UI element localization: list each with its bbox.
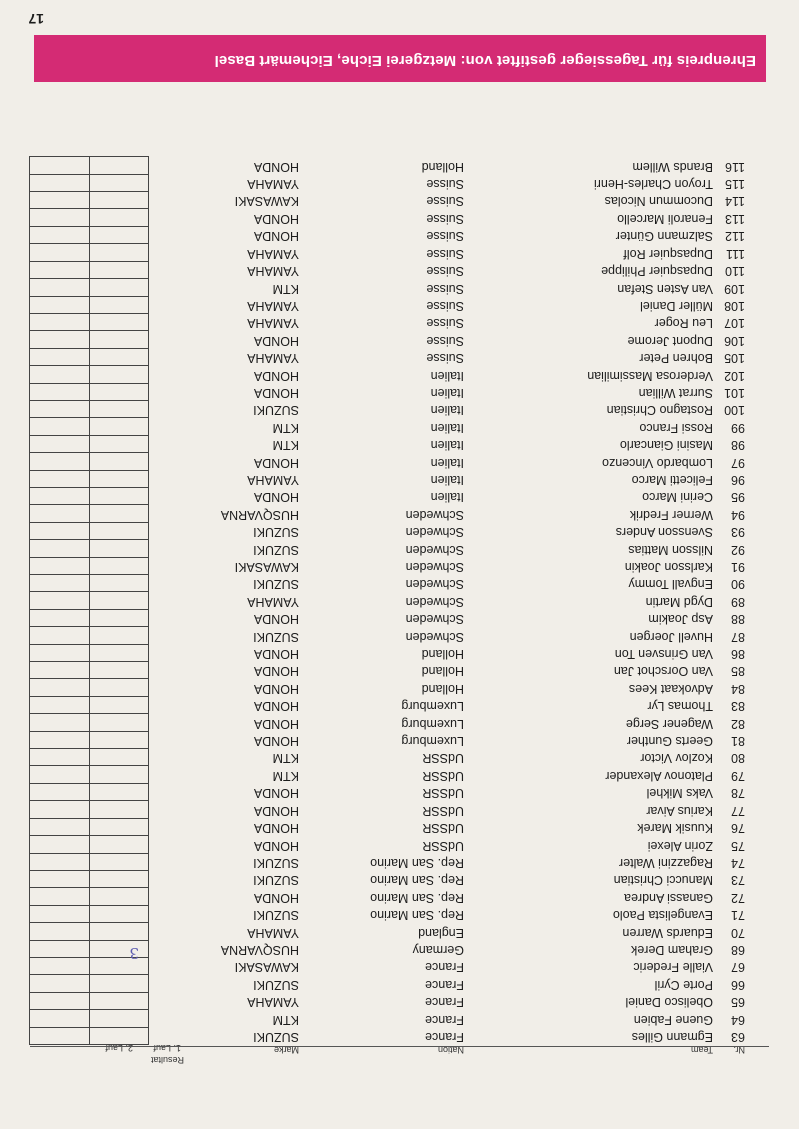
entry-team: Van Oorschot Jan (613, 664, 713, 679)
entry-nation: Suisse (426, 281, 464, 296)
entry-team: Graham Derek (631, 942, 713, 957)
header-resultat: Resultat (150, 1055, 184, 1065)
entry-nation: Italien (430, 403, 464, 418)
entry-nr: 82 (731, 716, 745, 731)
entry-nr: 67 (731, 960, 745, 975)
entry-team: Cerini Marco (642, 490, 713, 505)
entry-nation: France (425, 1030, 464, 1044)
result-cell-row (30, 591, 148, 608)
entry-team: Felicetti Marco (631, 473, 713, 487)
entry-nr: 72 (731, 890, 745, 905)
entry-marke: YAMAHA (247, 925, 299, 940)
header-rule (30, 1046, 769, 1047)
entry-nr: 115 (725, 177, 745, 192)
result-cell-row (30, 278, 148, 295)
result-cell-row (30, 226, 148, 243)
entry-marke: KTM (272, 768, 299, 783)
entry-marke: SUZUKI (253, 873, 299, 888)
entry-nr: 66 (731, 977, 745, 992)
entry-team: Platonov Alexander (605, 768, 713, 783)
entry-marke: HONDA (253, 803, 299, 818)
entry-marke: KTM (272, 281, 299, 296)
entry-nation: Italien (430, 368, 464, 383)
entry-marke: YAMAHA (247, 594, 299, 609)
entry-marke: SUZUKI (253, 629, 299, 644)
entry-nr: 99 (731, 420, 745, 435)
entry-nr: 94 (731, 507, 745, 522)
entry-team: Kozlov Victor (640, 751, 713, 766)
entry-marke: YAMAHA (247, 473, 299, 487)
result-cell-row (30, 818, 148, 835)
entry-nr: 112 (725, 229, 745, 244)
entry-nation: Suisse (426, 246, 464, 261)
result-cell-row (30, 922, 148, 939)
entry-marke: HONDA (253, 734, 299, 749)
result-cell-row (30, 435, 148, 452)
result-cell-row (30, 644, 148, 661)
result-cell-row (30, 156, 148, 173)
entry-marke: SUZUKI (253, 525, 299, 540)
entry-team: Thomas Lyr (647, 699, 713, 714)
entry-team: Brands Willem (632, 159, 713, 174)
entry-nr: 87 (731, 629, 745, 644)
entry-team: Fenaroli Marcello (617, 211, 713, 226)
entry-nation: UdSSR (422, 768, 464, 783)
entry-nr: 85 (731, 664, 745, 679)
result-cell-row (30, 504, 148, 521)
entry-marke: HONDA (253, 490, 299, 505)
entry-team: Guene Fabien (633, 1012, 713, 1027)
entry-nr: 91 (731, 560, 745, 575)
entry-nation: Suisse (426, 333, 464, 348)
entry-nr: 116 (725, 159, 745, 174)
entry-nation: UdSSR (422, 838, 464, 853)
entry-nr: 114 (725, 194, 745, 209)
entry-marke: HONDA (253, 612, 299, 627)
entry-nation: Suisse (426, 316, 464, 331)
sponsor-banner (34, 35, 766, 82)
entry-marke: SUZUKI (253, 542, 299, 557)
entry-nr: 80 (731, 751, 745, 766)
result-cell-row (30, 365, 148, 382)
result-cell-row (30, 835, 148, 852)
entry-nation: Schweden (405, 577, 464, 592)
entry-nation: Schweden (405, 542, 464, 557)
entry-marke: KAWASAKI (234, 194, 299, 209)
entry-nation: Rep. San Marino (370, 873, 464, 888)
entry-marke: HONDA (253, 333, 299, 348)
entry-marke: KTM (272, 420, 299, 435)
result-cell-row (30, 626, 148, 643)
entry-nr: 95 (731, 490, 745, 505)
entry-nr: 101 (724, 385, 745, 400)
result-cell-row (30, 191, 148, 208)
entry-nation: UdSSR (422, 751, 464, 766)
entry-marke: YAMAHA (247, 351, 299, 366)
entry-nr: 92 (731, 542, 745, 557)
entry-nr: 108 (724, 298, 745, 313)
entry-marke: YAMAHA (247, 298, 299, 313)
entry-nation: Holland (421, 647, 464, 662)
entry-marke: SUZUKI (253, 908, 299, 923)
entry-team: Manucci Christian (613, 873, 713, 888)
entry-nr: 88 (731, 612, 745, 627)
result-cell-row (30, 557, 148, 574)
entry-nation: Schweden (405, 594, 464, 609)
entry-marke: SUZUKI (253, 855, 299, 870)
result-cell-row (30, 209, 148, 226)
entry-team: Rostagno Christian (606, 403, 713, 418)
entry-marke: SUZUKI (253, 403, 299, 418)
entry-marke: HONDA (253, 821, 299, 836)
entry-nr: 65 (731, 995, 745, 1010)
entry-team: Vialle Frederic (633, 960, 713, 975)
entry-nation: Italien (430, 490, 464, 505)
entry-nr: 110 (725, 264, 745, 279)
result-cell-row (30, 661, 148, 678)
entry-marke: HONDA (253, 211, 299, 226)
entry-team: Lombardo Vincenzo (602, 455, 713, 470)
entry-team: Surrat Willian (638, 385, 713, 400)
entry-nation: Holland (421, 664, 464, 679)
entry-team: Eduards Warren (622, 925, 713, 940)
entry-nation: Suisse (426, 211, 464, 226)
result-cell-row (30, 261, 148, 278)
entry-marke: HUSQVARNA (220, 942, 299, 957)
result-cell-row (30, 1009, 148, 1026)
entry-team: Masini Giancarlo (619, 438, 713, 453)
result-cell-row (30, 452, 148, 469)
entry-marke: HUSQVARNA (220, 507, 299, 522)
entry-team: Bohren Peter (639, 351, 713, 366)
header-team: Team (690, 1045, 713, 1055)
header-nation: Nation (437, 1045, 464, 1055)
entry-nr: 64 (731, 1012, 745, 1027)
entry-nation: Italien (430, 385, 464, 400)
result-cell-row (30, 400, 148, 417)
entry-team: Engvall Tommy (628, 577, 713, 592)
entry-nation: England (418, 925, 464, 940)
entry-team: Van Asten Stefan (617, 281, 713, 296)
result-cell-row (30, 974, 148, 991)
entry-nr: 109 (724, 281, 745, 296)
entry-team: Ducommun Nicolas (604, 194, 713, 209)
entry-marke: YAMAHA (247, 316, 299, 331)
result-cell-row (30, 574, 148, 591)
entry-nr: 93 (731, 525, 745, 540)
entry-marke: HONDA (253, 385, 299, 400)
entry-marke: HONDA (253, 681, 299, 696)
entry-team: Werner Fredrik (629, 507, 713, 522)
entry-marke: HONDA (253, 838, 299, 853)
entry-team: Egmann Gilles (631, 1030, 713, 1044)
result-cell-row (30, 243, 148, 260)
entry-marke: KTM (272, 438, 299, 453)
entry-nr: 90 (731, 577, 745, 592)
result-cell-row (30, 870, 148, 887)
entry-nation: France (425, 1012, 464, 1027)
result-cell-row (30, 800, 148, 817)
entry-nr: 70 (731, 925, 745, 940)
entry-nation: Suisse (426, 351, 464, 366)
entry-team: Huvell Joergen (629, 629, 713, 644)
entry-nation: Schweden (405, 612, 464, 627)
entry-marke: KTM (272, 1012, 299, 1027)
entry-marke: SUZUKI (253, 1030, 299, 1044)
entry-team: Karius Aivar (646, 803, 713, 818)
result-cell-row (30, 713, 148, 730)
entry-nr: 107 (724, 316, 745, 331)
entry-nation: Schweden (405, 629, 464, 644)
entry-marke: HONDA (253, 159, 299, 174)
entry-marke: HONDA (253, 455, 299, 470)
entry-marke: HONDA (253, 786, 299, 801)
entry-nation: Italien (430, 420, 464, 435)
result-cell-row (30, 731, 148, 748)
entry-nr: 68 (731, 942, 745, 957)
entry-nation: Schweden (405, 525, 464, 540)
entry-nr: 98 (731, 438, 745, 453)
entry-nr: 97 (731, 455, 745, 470)
sponsor-banner-text: Ehrenpreis für Tagessieger gestiftet von: Metzgerei Eiche, Eichemärt Basel (214, 52, 756, 69)
entry-marke: SUZUKI (253, 577, 299, 592)
entry-team: Rossi Franco (639, 420, 713, 435)
result-cell-row (30, 1027, 148, 1044)
result-cell-row (30, 905, 148, 922)
entry-marke: YAMAHA (247, 177, 299, 192)
page-number: 17 (28, 11, 44, 27)
result-cell-row (30, 609, 148, 626)
entry-marke: HONDA (253, 647, 299, 662)
entry-team: Leu Roger (654, 316, 713, 331)
entry-team: Troyon Charles-Henri (593, 177, 713, 192)
entry-marke: YAMAHA (247, 264, 299, 279)
entry-marke: HONDA (253, 890, 299, 905)
result-cell-row (30, 992, 148, 1009)
result-cell-row (30, 487, 148, 504)
result-cell-row (30, 887, 148, 904)
entry-nation: Suisse (426, 229, 464, 244)
entry-marke: HONDA (253, 368, 299, 383)
result-cell-row (30, 748, 148, 765)
entry-team: Verderosa Massimilian (587, 368, 713, 383)
entry-nation: Luxemburg (401, 699, 464, 714)
entry-marke: HONDA (253, 664, 299, 679)
entry-nr: 113 (725, 211, 745, 226)
entry-team: Ganassi Andrea (624, 890, 713, 905)
entry-nation: Suisse (426, 264, 464, 279)
entry-nr: 86 (731, 647, 745, 662)
entry-nation: UdSSR (422, 803, 464, 818)
result-cell-row (30, 522, 148, 539)
entry-team: Müller Daniel (640, 298, 713, 313)
entry-nation: Germany (412, 942, 464, 957)
entry-nation: Rep. San Marino (370, 908, 464, 923)
entry-nation: France (425, 995, 464, 1010)
result-cell-row (30, 348, 148, 365)
entry-marke: SUZUKI (253, 977, 299, 992)
entry-nr: 73 (731, 873, 745, 888)
entry-nation: UdSSR (422, 786, 464, 801)
entry-nation: Schweden (405, 560, 464, 575)
entry-team: Karlsson Joakin (624, 560, 713, 575)
entry-team: Wagener Serge (625, 716, 713, 731)
entry-marke: KAWASAKI (234, 960, 299, 975)
entry-marke: YAMAHA (247, 995, 299, 1010)
entry-nation: Italien (430, 455, 464, 470)
entry-nr: 76 (731, 821, 745, 836)
entry-team: Obelisco Daniel (625, 995, 713, 1010)
entry-nr: 63 (731, 1030, 745, 1044)
entry-nation: Luxemburg (401, 716, 464, 731)
entry-nation: UdSSR (422, 821, 464, 836)
entry-team: Nilsson Mattias (628, 542, 713, 557)
entry-nr: 74 (731, 855, 745, 870)
entry-marke: KAWASAKI (234, 560, 299, 575)
entry-nr: 111 (725, 246, 745, 261)
entry-team: Dupasquier Philippe (601, 264, 713, 279)
result-cell-row (30, 313, 148, 330)
entry-team: Dupont Jerome (627, 333, 713, 348)
entry-marke: HONDA (253, 716, 299, 731)
entry-nation: Holland (421, 159, 464, 174)
entry-team: Vaks Mikhel (646, 786, 713, 801)
entry-nr: 71 (731, 908, 745, 923)
result-cell-row (30, 678, 148, 695)
entry-nr: 89 (731, 594, 745, 609)
entry-marke: KTM (272, 751, 299, 766)
entry-nation: Luxemburg (401, 734, 464, 749)
entry-team: Van Grinsven Ton (614, 647, 713, 662)
entry-nation: Rep. San Marino (370, 855, 464, 870)
entry-team: Salzmann Günter (615, 229, 713, 244)
entry-nation: Suisse (426, 177, 464, 192)
entry-nr: 105 (724, 351, 745, 366)
handwritten-mark: 3 (129, 944, 139, 962)
entry-team: Geerts Gunther (626, 734, 713, 749)
entry-nr: 79 (731, 768, 745, 783)
entry-marke: YAMAHA (247, 246, 299, 261)
result-cell-row (30, 470, 148, 487)
header-nr: Nr. (733, 1045, 745, 1055)
entry-nation: Suisse (426, 298, 464, 313)
entry-nr: 83 (731, 699, 745, 714)
entry-nr: 77 (731, 803, 745, 818)
entry-nr: 75 (731, 838, 745, 853)
entry-team: Advokaat Kees (628, 681, 713, 696)
entry-team: Kuusik Marek (637, 821, 713, 836)
entry-nr: 81 (731, 734, 745, 749)
entry-marke: HONDA (253, 229, 299, 244)
entry-team: Asp Joakim (648, 612, 713, 627)
result-cell-row (30, 174, 148, 191)
entry-marke: HONDA (253, 699, 299, 714)
result-cell-row (30, 783, 148, 800)
entry-nr: 106 (724, 333, 745, 348)
header-marke: Marke (273, 1045, 299, 1055)
header-lauf-2: 2. Lauf (105, 1043, 133, 1053)
entry-nr: 84 (731, 681, 745, 696)
entry-nation: Holland (421, 681, 464, 696)
entry-team: Dupasquier Rolf (623, 246, 713, 261)
entry-team: Ragazzini Walter (618, 855, 713, 870)
entry-team: Evangelista Paolo (612, 908, 713, 923)
header-lauf-1: 1. Lauf (153, 1043, 181, 1053)
result-cell-row (30, 696, 148, 713)
result-cell-row (30, 539, 148, 556)
entry-team: Dygd Martin (645, 594, 713, 609)
result-cell-row (30, 766, 148, 783)
result-cell-row (30, 853, 148, 870)
result-grid (29, 156, 149, 1045)
entry-nation: France (425, 960, 464, 975)
entry-team: Porte Cyril (654, 977, 713, 992)
entry-nr: 96 (731, 473, 745, 487)
entry-nation: Suisse (426, 194, 464, 209)
entry-nr: 100 (724, 403, 745, 418)
entry-nr: 78 (731, 786, 745, 801)
entry-nation: Italien (430, 438, 464, 453)
result-cell-row (30, 383, 148, 400)
result-cell-row (30, 330, 148, 347)
entry-nation: Italien (430, 473, 464, 487)
entry-nation: Schweden (405, 507, 464, 522)
entry-team: Zorin Alexei (647, 838, 713, 853)
entry-team: Svensson Anders (615, 525, 713, 540)
result-cell-row (30, 417, 148, 434)
entry-nation: Rep. San Marino (370, 890, 464, 905)
entry-nation: France (425, 977, 464, 992)
result-cell-row (30, 296, 148, 313)
entry-nr: 102 (724, 368, 745, 383)
